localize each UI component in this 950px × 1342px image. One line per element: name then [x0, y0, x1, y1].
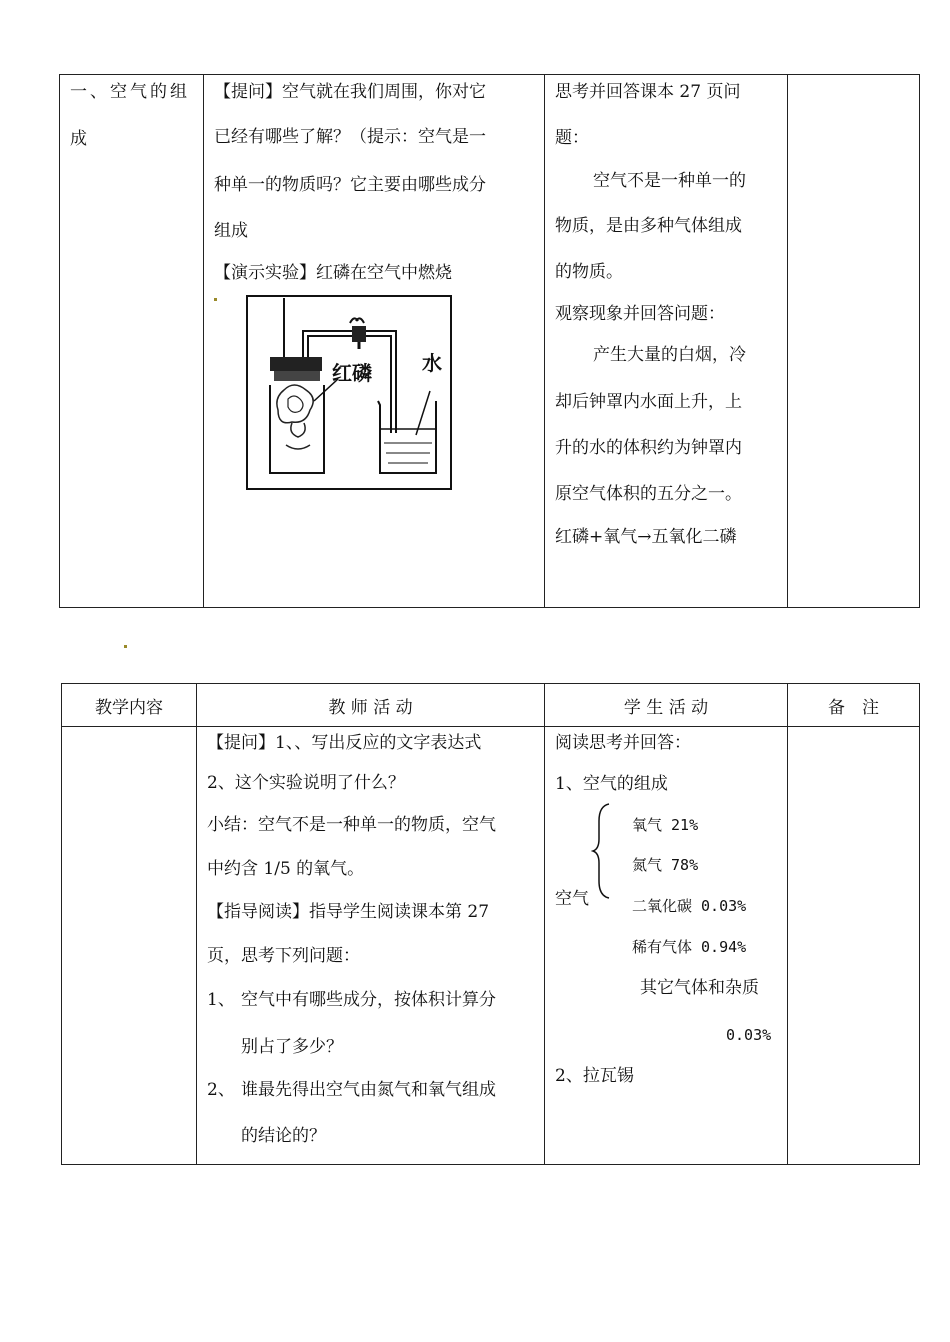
question-line: 组成	[214, 221, 248, 241]
question-line: 1、空气的组成	[555, 774, 668, 794]
other-value: 0.03%	[726, 1026, 772, 1044]
teacher-activity-cell	[204, 75, 545, 608]
question-line: 种单一的物质吗？它主要由哪些成分	[214, 175, 486, 195]
intro-line: 阅读思考并回答：	[555, 733, 691, 753]
answer-line: 物质，是由多种气体组成	[555, 216, 742, 236]
answer-line: 2、拉瓦锡	[555, 1066, 634, 1086]
item-number: 2、	[207, 1080, 235, 1100]
teacher-activity-cell	[197, 727, 545, 1165]
demo-title: 【演示实验】红磷在空气中燃烧	[214, 263, 452, 283]
component-line: 氮气 78%	[632, 856, 699, 874]
student-activity-cell	[545, 75, 788, 608]
bell-jar-apparatus-illustration	[246, 295, 452, 491]
header-student: 学 生 活 动	[545, 684, 788, 727]
item-line: 谁最先得出空气由氮气和氧气组成	[241, 1080, 496, 1100]
question-line: 已经有哪些了解？（提示：空气是一	[214, 127, 486, 147]
summary-line: 中约含 1/5 的氧气。	[207, 859, 365, 879]
answer2-line: 升的水的体积约为钟罩内	[555, 438, 742, 458]
topic-cell	[60, 75, 204, 608]
guide-line: 页，思考下列问题：	[207, 946, 360, 966]
summary-line: 小结：空气不是一种单一的物质，空气	[207, 815, 496, 835]
header-notes: 备 注	[788, 684, 920, 727]
lesson-table-2	[61, 683, 920, 1165]
header-content: 教学内容	[62, 684, 197, 727]
equation-line: 红磷+氧气→五氧化二磷	[555, 527, 737, 547]
lesson-table-1	[59, 74, 920, 608]
content-cell	[62, 727, 197, 1165]
mark-dot	[214, 298, 217, 301]
answer2-line: 原空气体积的五分之一。	[555, 484, 742, 504]
answer2-line: 却后钟罩内水面上升，上	[555, 392, 742, 412]
item-line: 别占了多少？	[241, 1037, 343, 1057]
item-line: 的结论的？	[241, 1126, 326, 1146]
think-line: 题：	[555, 128, 589, 148]
air-label: 空气	[555, 889, 589, 909]
experiment-figure	[246, 295, 452, 491]
topic-line: 成	[70, 129, 87, 149]
item-line: 空气中有哪些成分，按体积计算分	[241, 990, 496, 1010]
water-label: 水	[422, 351, 442, 375]
question-line: 【提问】1、、写出反应的文字表达式	[207, 733, 482, 753]
component-line: 二氧化碳 0.03%	[632, 897, 747, 915]
student-activity-cell	[545, 727, 788, 1165]
guide-line: 【指导阅读】指导学生阅读课本第 27	[207, 902, 490, 922]
component-line: 氧气 21%	[632, 816, 699, 834]
notes-cell	[788, 727, 920, 1165]
answer-line: 空气不是一种单一的	[593, 171, 746, 191]
component-line: 稀有气体 0.94%	[632, 938, 747, 956]
brace-icon	[591, 801, 615, 901]
question-line: 【提问】空气就在我们周围，你对它	[214, 82, 486, 102]
other-line: 其它气体和杂质	[640, 978, 759, 998]
phosphorus-label: 红磷	[332, 361, 372, 385]
think-line: 思考并回答课本 27 页问	[555, 82, 741, 102]
question-line: 2、这个实验说明了什么？	[207, 773, 405, 793]
answer-line: 的物质。	[555, 262, 623, 282]
topic-line: 一、空气的组	[70, 82, 190, 102]
item-number: 1、	[207, 990, 235, 1010]
observe-line: 观察现象并回答问题：	[555, 304, 725, 324]
notes-cell	[788, 75, 920, 608]
header-teacher: 教 师 活 动	[197, 684, 545, 727]
mark-dot	[124, 645, 127, 648]
answer2-line: 产生大量的白烟，冷	[593, 345, 746, 365]
